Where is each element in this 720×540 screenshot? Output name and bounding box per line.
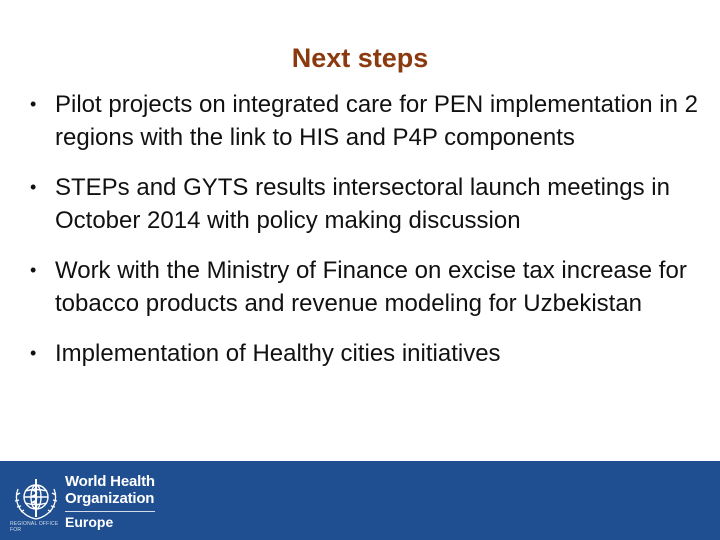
logo-line-world-health: World Health (65, 473, 155, 490)
logo-regional-office-text: REGIONAL OFFICE FOR (10, 521, 59, 533)
bullet-text: Pilot projects on integrated care for PEN implementation in 2 regions with the link to HIS and P4P components (55, 91, 698, 151)
bullet-item (30, 171, 700, 237)
bullet-text: STEPs and GYTS results intersectoral launch meetings in October 2014 with policy making discussion (55, 174, 670, 234)
bullet-text: Work with the Ministry of Finance on excise tax increase for tobacco products and revenue modeling for Uzbekistan (55, 257, 687, 317)
logo-line-europe: Europe (65, 514, 114, 530)
footer-band (0, 461, 720, 540)
who-emblem-icon (10, 473, 62, 525)
logo-text (10, 473, 155, 533)
bullet-item (30, 254, 700, 320)
bullet-dot: • (30, 260, 37, 280)
logo-divider (65, 511, 155, 512)
bullet-item (30, 337, 700, 370)
slide-title: Next steps (291, 43, 429, 73)
bullet-list (30, 88, 700, 387)
logo-line-organization: Organization (65, 490, 155, 507)
bullet-dot: • (30, 94, 37, 114)
bullet-dot: • (30, 177, 37, 197)
bullet-text: Implementation of Healthy cities initiatives (55, 340, 501, 367)
who-europe-logo (8, 471, 158, 533)
bullet-dot: • (30, 343, 37, 363)
bullet-item (30, 88, 700, 154)
